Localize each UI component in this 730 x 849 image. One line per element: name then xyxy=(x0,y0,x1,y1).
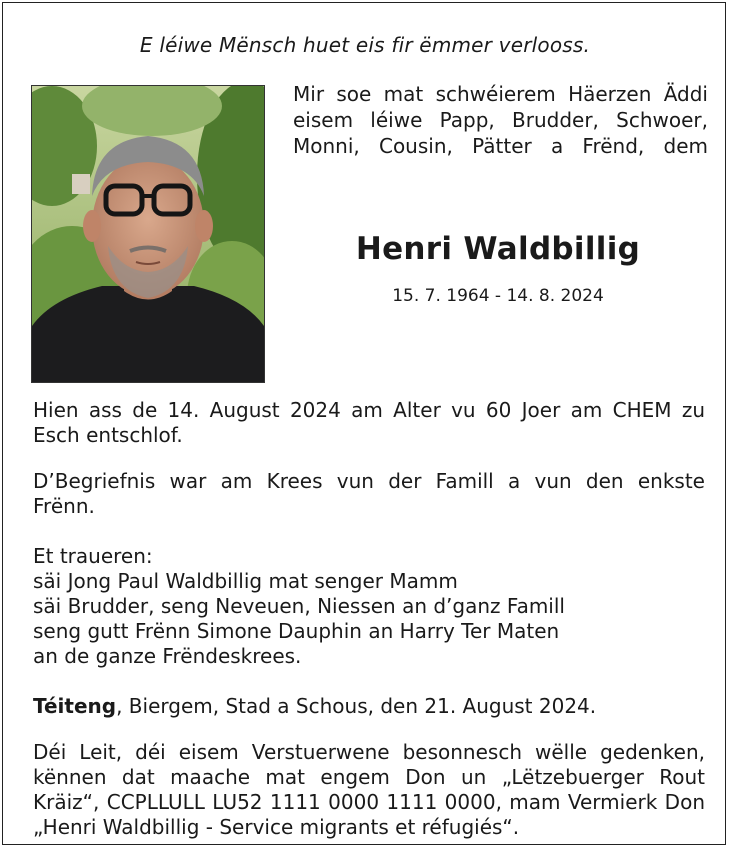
paragraph-line: Hien ass de 14. August 2024 am Alter vu 60 Joer am CHEM zu xyxy=(33,398,705,422)
place-date-line xyxy=(33,694,705,719)
mourners-heading: Et traueren: xyxy=(33,544,153,568)
mourner-line: seng gutt Frënn Simone Dauphin an Harry Ter Maten xyxy=(33,619,560,643)
mourner-line: an de ganze Frëndeskrees. xyxy=(33,644,302,668)
donation-paragraph xyxy=(33,740,705,840)
life-dates: 15. 7. 1964 - 14. 8. 2024 xyxy=(392,286,604,306)
intro-line: Mir soe mat schwéierem Häerzen Äddi xyxy=(293,82,708,106)
paragraph-line: kënnen dat maache mat engem Don un „Lëtzebuerger Rout xyxy=(33,765,705,789)
place-date-rest: , Biergem, Stad a Schous, den 21. August 2024. xyxy=(116,694,597,718)
obituary-notice xyxy=(2,2,726,845)
paragraph-line: Frënn. xyxy=(33,494,95,518)
intro-text xyxy=(293,81,708,159)
portrait-photo xyxy=(31,85,265,383)
mourners-section xyxy=(33,544,705,669)
paragraph-line: Kräiz“, CCPLLULL LU52 1111 0000 1111 0000, mam Vermierk Don xyxy=(33,790,705,814)
paragraph-line: Esch entschlof. xyxy=(33,423,183,447)
paragraph-line: Déi Leit, déi eisem Verstuerwene besonnesch wëlle gedenken, xyxy=(33,740,705,764)
place-name: Téiteng xyxy=(33,694,117,718)
deceased-name: Henri Waldbillig xyxy=(355,231,641,267)
intro-line: Monni, Cousin, Pätter a Frënd, dem xyxy=(293,134,708,158)
paragraph-line: D’Begriefnis war am Krees vun der Famill a vun den enkste xyxy=(33,469,705,493)
funeral-paragraph xyxy=(33,469,705,519)
passing-paragraph xyxy=(33,398,705,448)
mourner-line: säi Jong Paul Waldbillig mat senger Mamm xyxy=(33,569,458,593)
intro-line: eisem léiwe Papp, Brudder, Schwoer, xyxy=(293,108,708,132)
motto: E léiwe Mënsch huet eis fir ëmmer verlooss. xyxy=(139,33,591,57)
mourner-line: säi Brudder, seng Neveuen, Niessen an d’ganz Famill xyxy=(33,594,565,618)
paragraph-line: „Henri Waldbillig - Service migrants et réfugiés“. xyxy=(33,815,520,839)
